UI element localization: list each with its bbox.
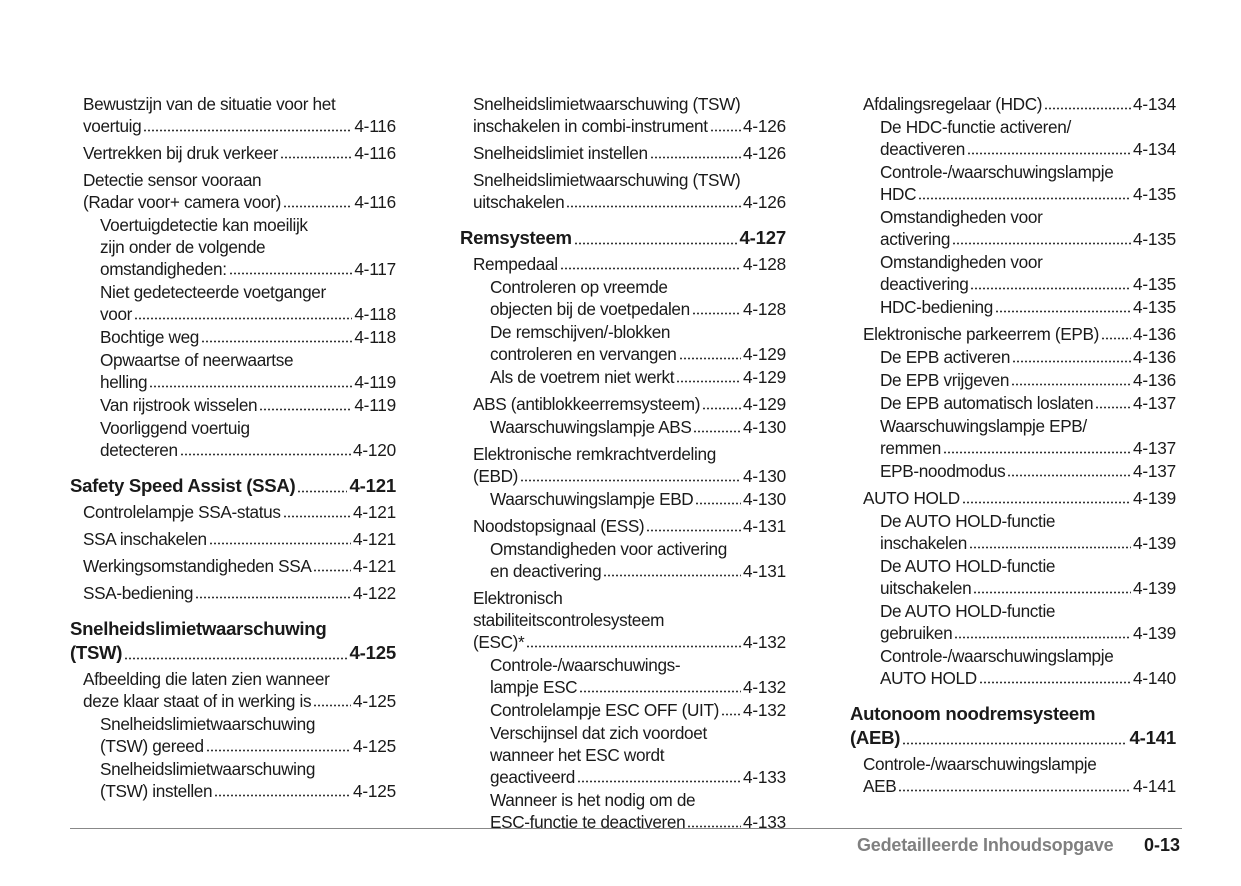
toc-page-ref: 4-125 xyxy=(353,691,396,711)
footer-divider xyxy=(70,828,1182,829)
toc-entry-title-line: Detectie sensor vooraan xyxy=(83,170,262,190)
toc-page-ref: 4-137 xyxy=(1133,438,1176,458)
toc-entry[interactable] xyxy=(850,369,1176,391)
toc-entry-title: geactiveerd xyxy=(490,767,576,787)
toc-page-ref: 4-128 xyxy=(743,299,786,319)
page-number: 0-13 xyxy=(1144,835,1181,855)
toc-entry-title: (Radar voor+ camera voor) xyxy=(83,192,282,212)
toc-entry-title: De EPB vrijgeven xyxy=(880,370,1010,390)
dot-leader xyxy=(520,479,741,487)
toc-entry-title: gebruiken xyxy=(880,623,953,643)
toc-entry-title-line: Controleren op vreemde xyxy=(490,277,668,297)
toc-page-ref: 4-118 xyxy=(354,304,396,324)
toc-entry[interactable] xyxy=(850,415,1176,459)
dot-leader xyxy=(679,357,742,365)
toc-entry-title: inschakelen in combi-instrument xyxy=(473,116,708,136)
dot-leader xyxy=(943,451,1131,459)
dot-leader xyxy=(721,713,741,721)
toc-entry-title: Noodstopsignaal (ESS) xyxy=(473,516,645,536)
toc-entry-title: deactivering xyxy=(880,274,969,294)
toc-entry-title-line: Omstandigheden voor xyxy=(880,207,1043,227)
toc-entry[interactable] xyxy=(70,214,396,280)
toc-entry-title-line: Controle-/waarschuwingslampje xyxy=(880,646,1114,666)
toc-entry-title: (AEB) xyxy=(850,727,901,748)
toc-entry-title: omstandigheden: xyxy=(100,259,227,279)
toc-entry[interactable] xyxy=(70,528,396,550)
toc-entry-title: Als de voetrem niet werkt xyxy=(490,367,675,387)
toc-entry-title: AEB xyxy=(863,776,897,796)
toc-page-ref: 4-139 xyxy=(1133,488,1176,508)
toc-entry-title-line: zijn onder de volgende xyxy=(100,237,266,257)
toc-entry-title: De EPB automatisch loslaten xyxy=(880,393,1094,413)
toc-page-ref: 4-130 xyxy=(743,466,786,486)
dot-leader xyxy=(195,596,351,604)
dot-leader xyxy=(149,385,352,393)
toc-entry-title-line: Snelheidslimietwaarschuwing (TSW) xyxy=(473,94,741,114)
toc-entry-title-line: Niet gedetecteerde voetganger xyxy=(100,282,326,302)
toc-entry[interactable] xyxy=(460,393,786,415)
toc-entry-title: Snelheidslimiet instellen xyxy=(473,143,648,163)
dot-leader xyxy=(898,789,1131,797)
toc-entry-title: SSA inschakelen xyxy=(83,529,207,549)
toc-page-ref: 4-116 xyxy=(354,143,396,163)
toc-entry-title: controleren en vervangen xyxy=(490,344,677,364)
toc-section-heading[interactable] xyxy=(850,702,1176,750)
toc-entry-title-line: De AUTO HOLD-functie xyxy=(880,601,1056,621)
toc-entry-title: (TSW) gereed xyxy=(100,736,204,756)
toc-page-ref: 4-130 xyxy=(743,489,786,509)
toc-section-heading[interactable] xyxy=(460,226,786,250)
toc-page-ref: 4-137 xyxy=(1133,393,1176,413)
dot-leader xyxy=(1101,337,1131,345)
toc-entry[interactable] xyxy=(850,487,1176,509)
toc-entry-title: Remsysteem xyxy=(460,227,572,248)
toc-page-ref: 4-121 xyxy=(353,529,396,549)
toc-entry-title: De EPB activeren xyxy=(880,347,1011,367)
toc-entry[interactable] xyxy=(460,93,786,137)
toc-entry[interactable] xyxy=(460,276,786,320)
toc-entry-title: uitschakelen xyxy=(880,578,972,598)
toc-entry-title: Controlelampje SSA-status xyxy=(83,502,281,522)
toc-page-ref: 4-117 xyxy=(354,259,396,279)
toc-entry-title: voertuig xyxy=(83,116,142,136)
toc-entry[interactable] xyxy=(850,116,1176,160)
toc-entry[interactable] xyxy=(850,323,1176,345)
toc-entry-title-line: Snelheidslimietwaarschuwing (TSW) xyxy=(473,170,741,190)
dot-leader xyxy=(702,407,741,415)
toc-entry-title: (TSW) xyxy=(70,642,123,663)
toc-page-ref: 4-125 xyxy=(353,736,396,756)
toc-entry[interactable] xyxy=(460,488,786,510)
toc-entry[interactable] xyxy=(70,758,396,802)
dot-leader xyxy=(1095,406,1131,414)
dot-leader xyxy=(918,197,1131,205)
toc-entry-title-line: Verschijnsel dat zich voordoet xyxy=(490,723,707,743)
toc-page-ref: 4-126 xyxy=(743,192,786,212)
toc-entry-title-line: Afbeelding die laten zien wanneer xyxy=(83,669,330,689)
toc-entry-title: (EBD) xyxy=(473,466,519,486)
toc-page-ref: 4-120 xyxy=(353,440,396,460)
toc-entry-title: Werkingsomstandigheden SSA xyxy=(83,556,312,576)
toc-entry[interactable] xyxy=(460,789,786,833)
toc-entry-title: ABS (antiblokkeerremsysteem) xyxy=(473,394,701,414)
toc-entry-title: EPB-noodmodus xyxy=(880,461,1006,481)
toc-entry[interactable] xyxy=(70,93,396,137)
dot-leader xyxy=(201,340,352,348)
toc-entry-title-line: Voorliggend voertuig xyxy=(100,418,250,438)
toc-page-ref: 4-129 xyxy=(743,394,786,414)
dot-leader xyxy=(967,152,1131,160)
toc-entry-title: lampje ESC xyxy=(490,677,578,697)
toc-entry-title: Afdalingsregelaar (HDC) xyxy=(863,94,1043,114)
toc-entry-title-line: Elektronisch xyxy=(473,588,563,608)
toc-entry[interactable] xyxy=(70,349,396,393)
dot-leader xyxy=(209,542,351,550)
footer-title: Gedetailleerde Inhoudsopgave xyxy=(857,835,1114,855)
dot-leader xyxy=(283,515,351,523)
toc-entry[interactable] xyxy=(70,142,396,164)
toc-page-ref: 4-134 xyxy=(1133,139,1176,159)
toc-entry[interactable] xyxy=(850,206,1176,250)
toc-entry-title-line: Elektronische remkrachtverdeling xyxy=(473,444,716,464)
toc-column-2 xyxy=(460,93,786,833)
toc-entry[interactable] xyxy=(460,443,786,487)
dot-leader xyxy=(1044,107,1131,115)
dot-leader xyxy=(1007,474,1131,482)
dot-leader xyxy=(692,312,741,320)
toc-entry-title-line: De AUTO HOLD-functie xyxy=(880,511,1056,531)
toc-entry-title-line: Snelheidslimietwaarschuwing xyxy=(100,714,316,734)
dot-leader xyxy=(695,502,741,510)
toc-entry-title-line: Controle-/waarschuwingslampje xyxy=(880,162,1114,182)
toc-page-ref: 4-128 xyxy=(743,254,786,274)
toc-page-ref: 4-121 xyxy=(349,475,396,496)
dot-leader xyxy=(180,453,351,461)
toc-entry[interactable] xyxy=(460,169,786,213)
toc-entry[interactable] xyxy=(70,281,396,325)
dot-leader xyxy=(1012,360,1131,368)
toc-entry[interactable] xyxy=(850,600,1176,644)
toc-page-ref: 4-133 xyxy=(743,767,786,787)
toc-entry-title: objecten bij de voetpedalen xyxy=(490,299,690,319)
toc-entry[interactable] xyxy=(460,722,786,788)
dot-leader xyxy=(124,657,347,665)
toc-entry[interactable] xyxy=(70,582,396,604)
toc-page-ref: 4-137 xyxy=(1133,461,1176,481)
toc-entry-title-line: De remschijven/-blokken xyxy=(490,322,671,342)
toc-entry-title: SSA-bediening xyxy=(83,583,194,603)
dot-leader xyxy=(693,430,741,438)
toc-page-ref: 4-135 xyxy=(1133,297,1176,317)
dot-leader xyxy=(1011,383,1131,391)
dot-leader xyxy=(687,825,741,833)
toc-entry-title-line: Omstandigheden voor xyxy=(880,252,1043,272)
dot-leader xyxy=(283,205,352,213)
dot-leader xyxy=(566,205,741,213)
toc-entry-title: inschakelen xyxy=(880,533,967,553)
toc-entry[interactable] xyxy=(460,366,786,388)
toc-entry-title: (TSW) instellen xyxy=(100,781,213,801)
dot-leader xyxy=(143,129,352,137)
toc-entry-title: remmen xyxy=(880,438,941,458)
toc-entry[interactable] xyxy=(460,515,786,537)
toc-entry-title: Controlelampje ESC OFF (UIT) xyxy=(490,700,719,720)
toc-entry[interactable] xyxy=(850,296,1176,318)
toc-entry-title: en deactivering xyxy=(490,561,602,581)
toc-page-ref: 4-126 xyxy=(743,116,786,136)
toc-entry[interactable] xyxy=(850,251,1176,295)
dot-leader xyxy=(214,794,351,802)
toc-entry[interactable] xyxy=(850,555,1176,599)
toc-section-heading[interactable] xyxy=(70,617,396,665)
dot-leader xyxy=(952,242,1131,250)
toc-entry[interactable] xyxy=(460,416,786,438)
toc-entry[interactable] xyxy=(460,699,786,721)
toc-entry-title: Waarschuwingslampje EBD xyxy=(490,489,694,509)
toc-entry[interactable] xyxy=(850,161,1176,205)
dot-leader xyxy=(962,501,1131,509)
toc-page-ref: 4-140 xyxy=(1133,668,1176,688)
toc-entry[interactable] xyxy=(460,321,786,365)
toc-entry-title: uitschakelen xyxy=(473,192,565,212)
toc-entry-title-line: Controle-/waarschuwingslampje xyxy=(863,754,1097,774)
toc-entry[interactable] xyxy=(850,510,1176,554)
toc-entry[interactable] xyxy=(850,753,1176,797)
toc-entry[interactable] xyxy=(70,668,396,712)
toc-page-ref: 4-136 xyxy=(1133,370,1176,390)
toc-page-ref: 4-129 xyxy=(743,344,786,364)
dot-leader xyxy=(560,267,741,275)
toc-entry[interactable] xyxy=(460,253,786,275)
toc-entry[interactable] xyxy=(850,93,1176,115)
toc-page-ref: 4-116 xyxy=(354,192,396,212)
toc-page-ref: 4-125 xyxy=(353,781,396,801)
toc-page-ref: 4-139 xyxy=(1133,533,1176,553)
toc-entry-title: deactiveren xyxy=(880,139,966,159)
dot-leader xyxy=(995,310,1131,318)
toc-page-ref: 4-132 xyxy=(743,700,786,720)
toc-page-ref: 4-135 xyxy=(1133,229,1176,249)
toc-page-ref: 4-130 xyxy=(743,417,786,437)
toc-entry-title-line: Voertuigdetectie kan moeilijk xyxy=(100,215,308,235)
toc-entry-title: HDC-bediening xyxy=(880,297,993,317)
dot-leader xyxy=(206,749,351,757)
toc-entry[interactable] xyxy=(70,713,396,757)
dot-leader xyxy=(313,704,351,712)
toc-page-ref: 4-116 xyxy=(354,116,396,136)
toc-entry[interactable] xyxy=(70,394,396,416)
toc-entry-title: (ESC)* xyxy=(473,632,525,652)
dot-leader xyxy=(229,272,353,280)
toc-entry[interactable] xyxy=(70,169,396,213)
toc-entry-title: Vertrekken bij druk verkeer xyxy=(83,143,278,163)
dot-leader xyxy=(313,569,351,577)
toc-entry-title-line: De AUTO HOLD-functie xyxy=(880,556,1056,576)
toc-entry[interactable] xyxy=(850,460,1176,482)
toc-page-ref: 4-135 xyxy=(1133,184,1176,204)
toc-entry-title: detecteren xyxy=(100,440,178,460)
toc-entry[interactable] xyxy=(460,654,786,698)
toc-column-1 xyxy=(70,93,396,802)
toc-entry-title-line: Waarschuwingslampje EPB/ xyxy=(880,416,1087,436)
toc-entry-title: Elektronische parkeerrem (EPB) xyxy=(863,324,1099,344)
toc-entry-title-line: De HDC-functie activeren/ xyxy=(880,117,1071,137)
toc-section-heading[interactable] xyxy=(70,474,396,498)
toc-entry-title: ESC-functie te deactiveren xyxy=(490,812,686,832)
toc-page-ref: 4-139 xyxy=(1133,578,1176,598)
toc-page-ref: 4-121 xyxy=(353,556,396,576)
toc-entry-title: Waarschuwingslampje ABS xyxy=(490,417,692,437)
toc-page-ref: 4-133 xyxy=(743,812,786,832)
toc-entry-title: AUTO HOLD xyxy=(880,668,977,688)
toc-page-ref: 4-119 xyxy=(354,372,396,392)
dot-leader xyxy=(603,574,741,582)
toc-entry[interactable] xyxy=(70,326,396,348)
toc-page-ref: 4-127 xyxy=(739,227,786,248)
toc-entry-title: Van rijstrook wisselen xyxy=(100,395,258,415)
toc-entry-title-line: Wanneer is het nodig om de xyxy=(490,790,696,810)
toc-page-ref: 4-125 xyxy=(349,642,396,663)
toc-page-ref: 4-118 xyxy=(354,327,396,347)
toc-page-ref: 4-139 xyxy=(1133,623,1176,643)
dot-leader xyxy=(577,780,741,788)
toc-entry-title: Bochtige weg xyxy=(100,327,199,347)
toc-entry-title-line: stabiliteitscontrolesysteem xyxy=(473,610,665,630)
toc-entry[interactable] xyxy=(850,346,1176,368)
dot-leader xyxy=(969,546,1131,554)
toc-page-ref: 4-131 xyxy=(743,561,786,581)
toc-page-ref: 4-135 xyxy=(1133,274,1176,294)
toc-entry[interactable] xyxy=(850,645,1176,689)
toc-entry-title: voor xyxy=(100,304,133,324)
toc-entry-title-line: Omstandigheden voor activering xyxy=(490,539,727,559)
dot-leader xyxy=(646,529,741,537)
dot-leader xyxy=(280,156,352,164)
toc-entry-title-line: Snelheidslimietwaarschuwing xyxy=(70,618,327,639)
toc-entry[interactable] xyxy=(460,587,786,653)
dot-leader xyxy=(259,408,352,416)
dot-leader xyxy=(297,490,347,498)
toc-entry[interactable] xyxy=(850,392,1176,414)
dot-leader xyxy=(954,636,1131,644)
toc-page-ref: 4-141 xyxy=(1133,776,1176,796)
dot-leader xyxy=(970,287,1131,295)
toc-entry[interactable] xyxy=(460,142,786,164)
toc-entry-title-line: Snelheidslimietwaarschuwing xyxy=(100,759,316,779)
toc-entry-title: AUTO HOLD xyxy=(863,488,960,508)
toc-entry[interactable] xyxy=(70,501,396,523)
dot-leader xyxy=(579,690,741,698)
dot-leader xyxy=(650,156,741,164)
toc-entry[interactable] xyxy=(70,555,396,577)
toc-entry-title-line: Controle-/waarschuwings- xyxy=(490,655,681,675)
toc-entry[interactable] xyxy=(70,417,396,461)
toc-column-3 xyxy=(850,93,1176,797)
toc-entry-title: Safety Speed Assist (SSA) xyxy=(70,475,296,496)
toc-entry-title: deze klaar staat of in werking is xyxy=(83,691,312,711)
dot-leader xyxy=(710,129,741,137)
toc-page-ref: 4-122 xyxy=(353,583,396,603)
toc-entry-title-line: Autonoom noodremsysteem xyxy=(850,703,1096,724)
toc-entry-title: HDC xyxy=(880,184,917,204)
toc-entry-title: Rempedaal xyxy=(473,254,558,274)
dot-leader xyxy=(902,742,1127,750)
dot-leader xyxy=(973,591,1131,599)
toc-entry-title-line: Bewustzijn van de situatie voor het xyxy=(83,94,336,114)
toc-page-ref: 4-126 xyxy=(743,143,786,163)
toc-page-ref: 4-141 xyxy=(1129,727,1176,748)
toc-page-ref: 4-121 xyxy=(353,502,396,522)
toc-entry-title-line: wanneer het ESC wordt xyxy=(490,745,665,765)
toc-page-ref: 4-136 xyxy=(1133,347,1176,367)
dot-leader xyxy=(574,242,738,250)
dot-leader xyxy=(134,317,352,325)
toc-entry-title-line: Opwaartse of neerwaartse xyxy=(100,350,294,370)
toc-page-ref: 4-119 xyxy=(354,395,396,415)
toc-page-ref: 4-132 xyxy=(743,632,786,652)
toc-page-ref: 4-132 xyxy=(743,677,786,697)
dot-leader xyxy=(526,645,741,653)
toc-page-ref: 4-129 xyxy=(743,367,786,387)
toc-page-ref: 4-131 xyxy=(743,516,786,536)
toc-page-ref: 4-136 xyxy=(1133,324,1176,344)
toc-entry-title: helling xyxy=(100,372,148,392)
toc-page-ref: 4-134 xyxy=(1133,94,1176,114)
dot-leader xyxy=(676,380,741,388)
toc-entry-title: activering xyxy=(880,229,951,249)
toc-entry[interactable] xyxy=(460,538,786,582)
dot-leader xyxy=(979,681,1131,689)
